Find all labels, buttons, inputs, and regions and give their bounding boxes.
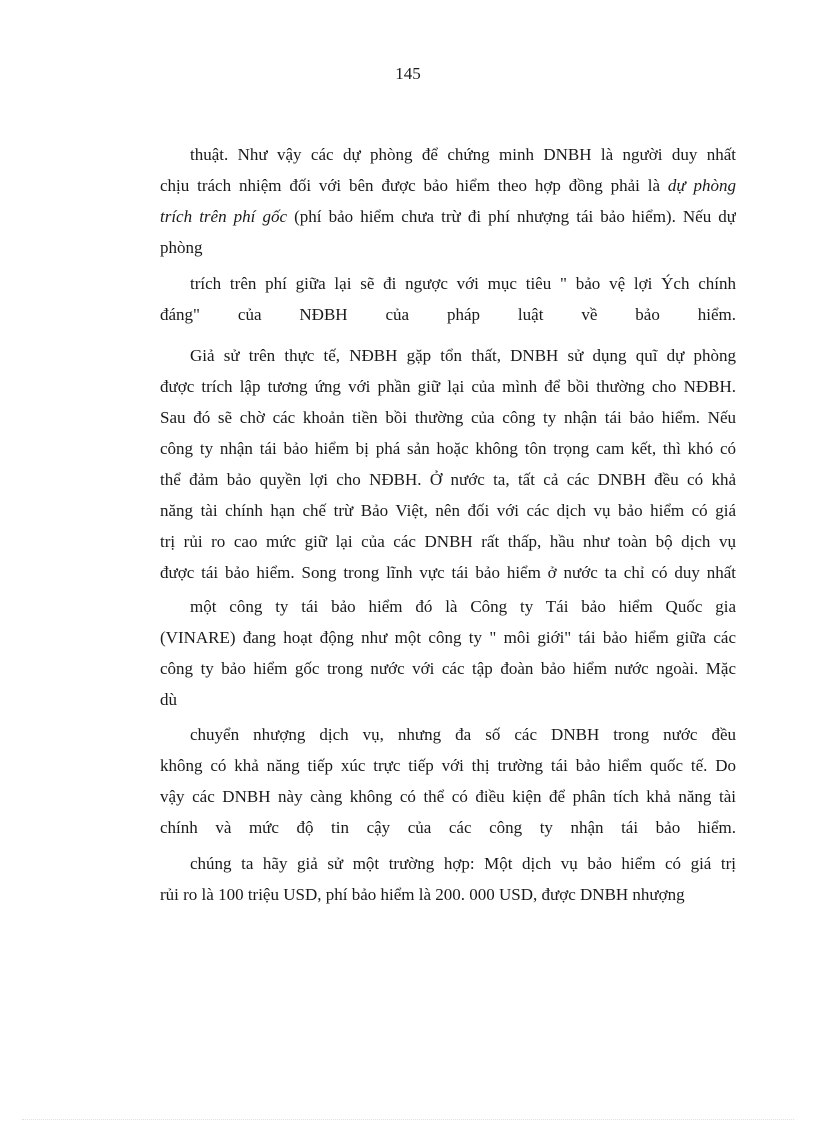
- italic-term: dự phòng: [667, 176, 736, 195]
- text-line: chúng ta hãy giả sử một trường hợp: Một dịch vụ bảo hiểm có giá trị: [190, 854, 736, 873]
- text-line: một công ty tái bảo hiểm đó là Công ty Tái bảo hiểm Quốc gia: [190, 597, 736, 616]
- text-line: [160, 170, 736, 201]
- text-line: công ty bảo hiểm gốc trong nước với các tập đoàn bảo hiểm nước ngoài. Mặc: [160, 659, 736, 678]
- text-line: chính và mức độ tin cậy của các công ty nhận tái bảo hiểm.: [160, 818, 736, 837]
- text-line: thể đảm bảo quyền lợi cho NĐBH. Ở nước ta, tất cả các DNBH đều có khả: [160, 470, 736, 489]
- text-line: dù: [160, 690, 177, 709]
- paragraph-6: [160, 848, 736, 910]
- text-line: công ty nhận tái bảo hiểm bị phá sản hoặc không tôn trọng cam kết, thì khó có: [160, 439, 736, 458]
- text-line: rủi ro là 100 triệu USD, phí bảo hiểm là 200. 000 USD, được DNBH nhượng: [160, 885, 685, 904]
- text-line: chuyển nhượng dịch vụ, nhưng đa số các DNBH trong nước đều: [190, 725, 736, 744]
- italic-term: trích trên phí gốc: [160, 207, 288, 226]
- text-line: Giả sử trên thực tế, NĐBH gặp tổn thất, DNBH sử dụng quĩ dự phòng: [190, 346, 736, 365]
- paragraph-5: [160, 719, 736, 843]
- text-line: đáng" của NĐBH của pháp luật về bảo hiểm.: [160, 305, 736, 324]
- text-line: vậy các DNBH này càng không có thể có điều kiện để phân tích khả năng tài: [160, 787, 736, 806]
- text-line: Sau đó sẽ chờ các khoản tiền bồi thường của công ty nhận tái bảo hiểm. Nếu: [160, 408, 736, 427]
- text-line: được tái bảo hiểm. Song trong lĩnh vực tái bảo hiểm ở nước ta chỉ có duy nhất: [160, 563, 736, 582]
- text-line: (VINARE) đang hoạt động như một công ty " môi giới" tái bảo hiểm giữa các: [160, 628, 736, 647]
- text-span: (phí bảo hiểm chưa trừ đi phí nhượng tái bảo hiểm). Nếu dự: [294, 207, 736, 226]
- text-line: [160, 201, 736, 232]
- text-line: năng tài chính hạn chế trừ Bảo Việt, nên đối với các dịch vụ bảo hiểm có giá: [160, 501, 736, 520]
- paragraph-1: [160, 139, 736, 263]
- text-line: phòng: [160, 238, 203, 257]
- text-line: được trích lập tương ứng với phần giữ lại của mình để bồi thường cho NĐBH.: [160, 377, 736, 396]
- text-line: trị rủi ro cao mức giữ lại của các DNBH rất thấp, hầu như toàn bộ dịch vụ: [160, 532, 736, 551]
- page-number: 145: [395, 64, 421, 83]
- text-span: chịu trách nhiệm đối với bên được bảo hiểm theo hợp đồng phải là: [160, 176, 660, 195]
- text-line: trích trên phí giữa lại sẽ đi ngược với mục tiêu " bảo vệ lợi Ých chính: [190, 274, 736, 293]
- paragraph-3: [160, 340, 736, 588]
- text-line: thuật. Như vậy các dự phòng để chứng minh DNBH là người duy nhất: [190, 145, 736, 164]
- page-bottom-rule: [22, 1119, 794, 1120]
- paragraph-2: [160, 268, 736, 330]
- text-line: không có khả năng tiếp xúc trực tiếp với thị trường tái bảo hiểm quốc tế. Do: [160, 756, 736, 775]
- paragraph-4: [160, 591, 736, 715]
